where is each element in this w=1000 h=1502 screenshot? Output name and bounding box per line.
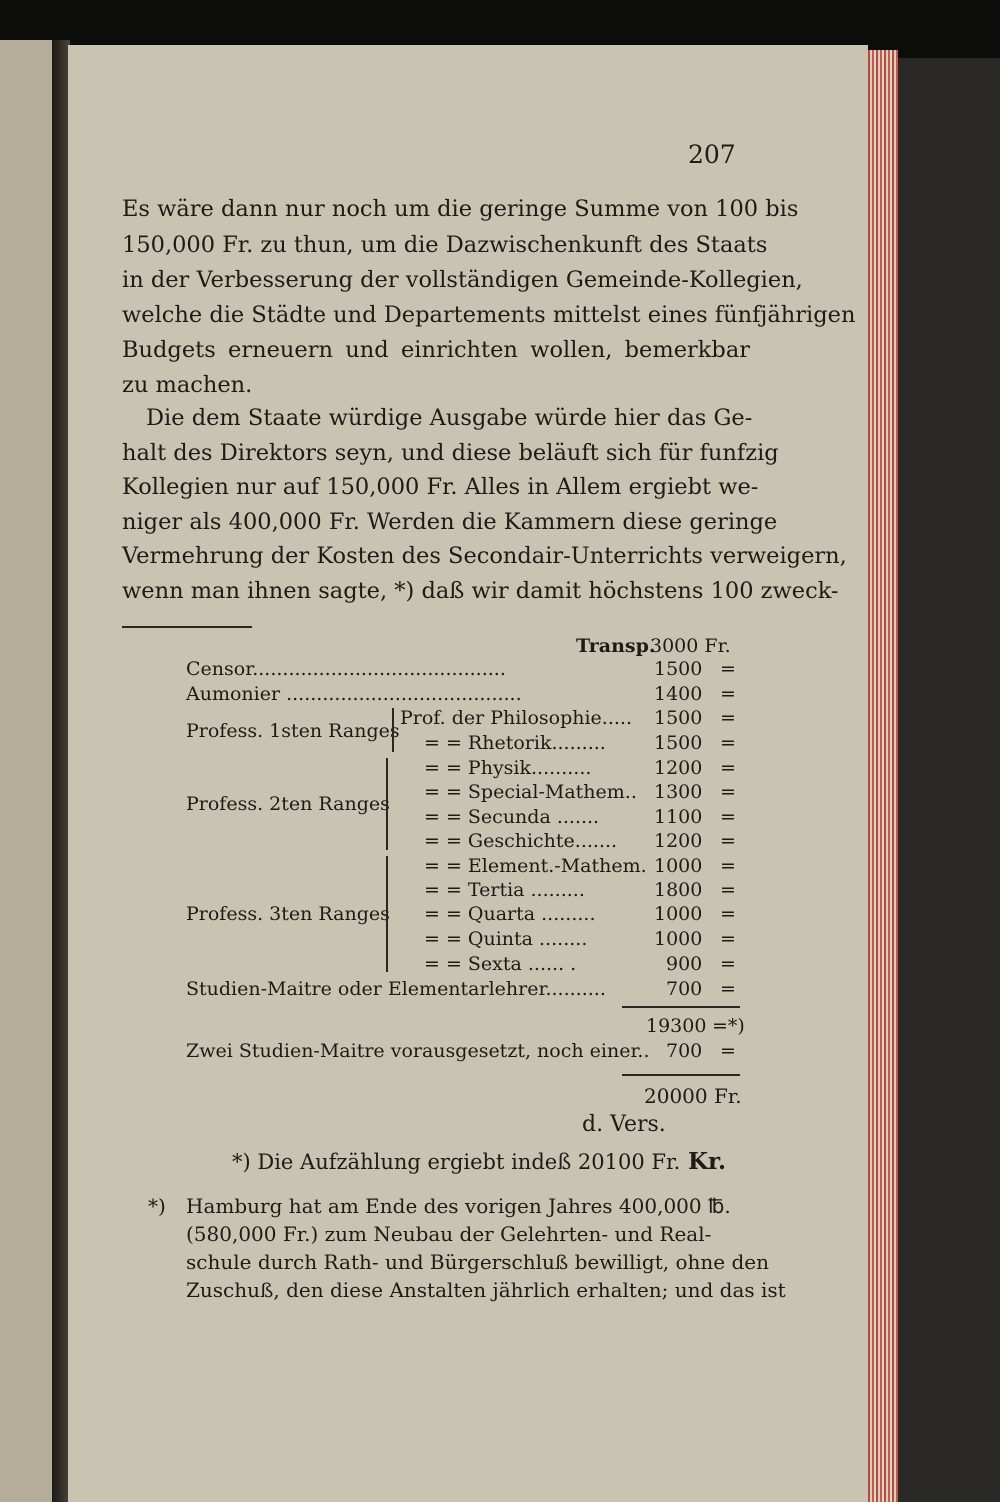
table-row-value: 1300 — [654, 781, 703, 803]
total-value: 20000 Fr. — [644, 1084, 742, 1108]
body-line: Vermehrung der Kosten des Secondair-Unterrichts verweigern, — [122, 543, 847, 569]
extra-row-value: 700 — [666, 1040, 703, 1062]
body-line: 150,000 Fr. zu thun, um die Dazwischenkunft des Staats — [122, 232, 768, 258]
transp-label: Transp. — [576, 635, 656, 657]
table-row-label: = = Rhetorik......... — [424, 732, 606, 754]
group-label: Profess. 1sten Ranges — [186, 720, 400, 742]
book-cover — [898, 58, 1000, 1502]
body-line: welche die Städte und Departements mittelst eines fünfjährigen — [122, 302, 856, 328]
table-row-label: = = Quarta ......... — [424, 903, 596, 925]
table-row-unit: = — [720, 658, 736, 680]
body-line: zu machen. — [122, 372, 253, 398]
table-row-unit: = — [720, 953, 736, 975]
page-number: 207 — [688, 140, 736, 169]
table-row-label: = = Geschichte....... — [424, 830, 618, 852]
table-row-value: 1500 — [654, 732, 703, 754]
table-row-value: 700 — [666, 978, 703, 1000]
editor-note: *) Die Aufzählung ergiebt indeß 20100 Fr. — [232, 1150, 681, 1174]
footnote-separator — [122, 626, 252, 628]
body-line: Budgets erneuern und einrichten wollen, bemerkbar — [122, 337, 750, 363]
table-row-label: = = Sexta ...... . — [424, 953, 577, 975]
body-line: halt des Direktors seyn, und diese beläuft sich für funfzig — [122, 440, 779, 466]
footnote-line: (580,000 Fr.) zum Neubau der Gelehrten- und Real- — [186, 1222, 712, 1246]
table-row-label: = = Element.-Mathem. — [424, 855, 647, 877]
table-row-label: = = Quinta ........ — [424, 928, 588, 950]
table-row-label: Censor.......................................... — [186, 658, 506, 680]
table-row-unit: = — [720, 683, 736, 705]
brace-1 — [392, 708, 394, 752]
table-row-value: 1500 — [654, 707, 703, 729]
brace-3 — [386, 856, 388, 972]
subtotal-value: 19300 — [646, 1015, 707, 1037]
table-row-value: 1500 — [654, 658, 703, 680]
table-row-label: Studien-Maitre oder Elementarlehrer.......... — [186, 978, 606, 1000]
table-row-label: Prof. der Philosophie..... — [400, 707, 632, 729]
table-row-value: 1000 — [654, 903, 703, 925]
table-row-unit: = — [720, 781, 736, 803]
table-row-label: = = Secunda ....... — [424, 806, 600, 828]
group-label: Profess. 3ten Ranges — [186, 903, 390, 925]
total-rule — [622, 1074, 740, 1076]
table-row-unit: = — [720, 806, 736, 828]
table-row-label: Aumonier ....................................... — [186, 683, 522, 705]
table-row-value: 1000 — [654, 928, 703, 950]
table-row-value: 1200 — [654, 830, 703, 852]
table-row-unit: = — [720, 879, 736, 901]
table-row-unit: = — [720, 830, 736, 852]
table-row-unit: = — [720, 732, 736, 754]
table-row-value: 1100 — [654, 806, 703, 828]
brace-2 — [386, 758, 388, 850]
sum-rule — [622, 1006, 740, 1008]
footnote-line: Zuschuß, den diese Anstalten jährlich erhalten; und das ist — [186, 1278, 786, 1302]
table-row-value: 1400 — [654, 683, 703, 705]
table-row-unit: = — [720, 757, 736, 779]
table-row-unit: = — [720, 903, 736, 925]
body-line: in der Verbesserung der vollständigen Gemeinde-Kollegien, — [122, 267, 803, 293]
body-line: Es wäre dann nur noch um die geringe Summe von 100 bis — [122, 196, 799, 222]
body-line: wenn man ihnen sagte, *) daß wir damit höchstens 100 zweck- — [122, 578, 839, 604]
table-row-unit: = — [720, 978, 736, 1000]
footnote-marker: *) — [148, 1194, 166, 1218]
table-row-unit: = — [720, 707, 736, 729]
table-row-unit: = — [720, 928, 736, 950]
body-line: Kollegien nur auf 150,000 Fr. Alles in Allem ergiebt we- — [122, 474, 759, 500]
subtotal-unit: =*) — [712, 1015, 745, 1037]
group-label: Profess. 2ten Ranges — [186, 793, 390, 815]
transp-value: 3000 Fr. — [650, 635, 731, 657]
table-row-label: = = Physik.......... — [424, 757, 592, 779]
table-row-label: = = Tertia ......... — [424, 879, 585, 901]
table-row-label: = = Special-Mathem.. — [424, 781, 637, 803]
table-row-value: 900 — [666, 953, 703, 975]
table-row-value: 1800 — [654, 879, 703, 901]
table-row-value: 1200 — [654, 757, 703, 779]
footnote-line: schule durch Rath- und Bürgerschluß bewilligt, ohne den — [186, 1250, 769, 1274]
extra-row-unit: = — [720, 1040, 736, 1062]
page-edges-red — [868, 50, 898, 1502]
author-signature: d. Vers. — [582, 1112, 666, 1137]
table-row-value: 1000 — [654, 855, 703, 877]
body-line: Die dem Staate würdige Ausgabe würde hier das Ge- — [146, 405, 753, 431]
editor-note-signature: Kr. — [688, 1148, 727, 1175]
footnote-line: Hamburg hat am Ende des vorigen Jahres 400,000 ℔. — [186, 1194, 731, 1218]
facing-page-edge — [0, 40, 55, 1502]
body-line: niger als 400,000 Fr. Werden die Kammern diese geringe — [122, 509, 778, 535]
table-row-unit: = — [720, 855, 736, 877]
extra-row-label: Zwei Studien-Maitre vorausgesetzt, noch einer.. — [186, 1040, 650, 1062]
